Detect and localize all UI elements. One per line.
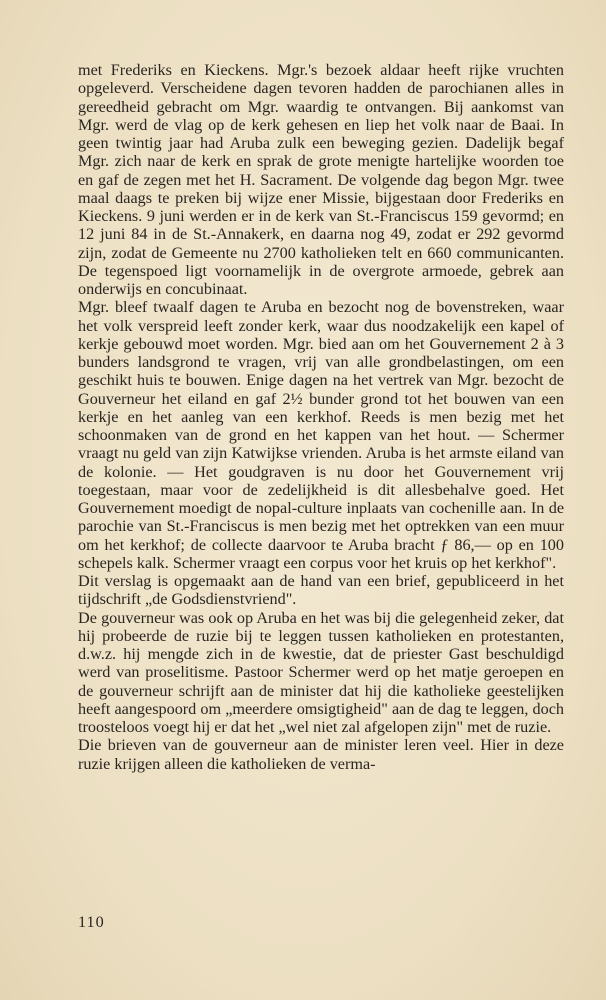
body-text (78, 61, 564, 773)
paragraph-3: Dit verslag is opgemaakt aan de hand van een brief, gepubliceerd in het tijdschrift „de Godsdienstvriend". (78, 572, 564, 609)
paragraph-4: De gouverneur was ook op Aruba en het was bij die gelegenheid zeker, dat hij probeerde de ruzie bij te leggen tussen katholieken en protestanten, d.w.z. hij mengde zich in de kwestie, dat de priester Gast beschuldigd werd van proselitisme. Pastoor Schermer werd op het matje geroepen en de gouverneur schrijft aan de minister dat hij die katholieke geestelijken heeft aangespoord om „meerdere omsigtigheid" aan de dag te leggen, doch troosteloos voegt hij er dat het „wel niet zal afgelopen zijn" met de ruzie. (78, 608, 564, 736)
paragraph-1: met Frederiks en Kieckens. Mgr.'s bezoek aldaar heeft rijke vruchten opgeleverd. Verscheidene dagen tevoren hadden de parochianen alles in gereedheid gebracht om Mgr. waardig te ontvangen. Bij aankomst van Mgr. werd de vlag op de kerk gehesen en liep het volk naar de Baai. In geen twintig jaar had Aruba zulk een beweging gezien. Dadelijk begaf Mgr. zich naar de kerk en sprak de grote menigte hartelijke woorden toe en gaf de zegen met het H. Sacrament. De volgende dag begon Mgr. twee maal daags te preken bij wijze ener Missie, bijgestaan door Frederiks en Kieckens. 9 juni werden er in de kerk van St.-Franciscus 159 gevormd; en 12 juni 84 in de St.-Annakerk, en daarna nog 49, zodat er 292 gevormd zijn, zodat de Gemeente nu 2700 katholieken telt en 660 communicanten. De tegenspoed ligt voornamelijk in de overgrote armoede, gebrek aan onderwijs en concubinaat. (78, 61, 564, 298)
paragraph-5: Die brieven van de gouverneur aan de minister leren veel. Hier in deze ruzie krijgen alleen die katholieken de verma- (78, 736, 564, 773)
paragraph-2: Mgr. bleef twaalf dagen te Aruba en bezocht nog de bovenstreken, waar het volk verspreid leeft zonder kerk, waar dus noodzakelijk een kapel of kerkje gebouwd moet worden. Mgr. bied aan om het Gouvernement 2 à 3 bunders landsgrond te vragen, vrij van alle grondbelastingen, om een geschikt huis te bouwen. Enige dagen na het vertrek van Mgr. bezocht de Gouverneur het eiland en gaf 2½ bunder grond tot het bouwen van een kerkje en het aanleg van een kerkhof. Reeds is men bezig met het schoonmaken van de grond en het kappen van het hout. — Schermer vraagt nu geld van zijn Katwijkse vrienden. Aruba is het armste eiland van de kolonie. — Het goudgraven is nu door het Gouvernement vrij toegestaan, maar voor de zedelijkheid is dit allesbehalve goed. Het Gouvernement moedigt de nopal-culture inplaats van cochenille aan. In de parochie van St.-Franciscus is men bezig met het optrekken van een muur om het kerkhof; de collecte daarvoor te Aruba bracht ƒ 86,— op en 100 schepels kalk. Schermer vraagt een corpus voor het kruis op het kerkhof". (78, 298, 564, 572)
page-number: 110 (78, 913, 105, 931)
